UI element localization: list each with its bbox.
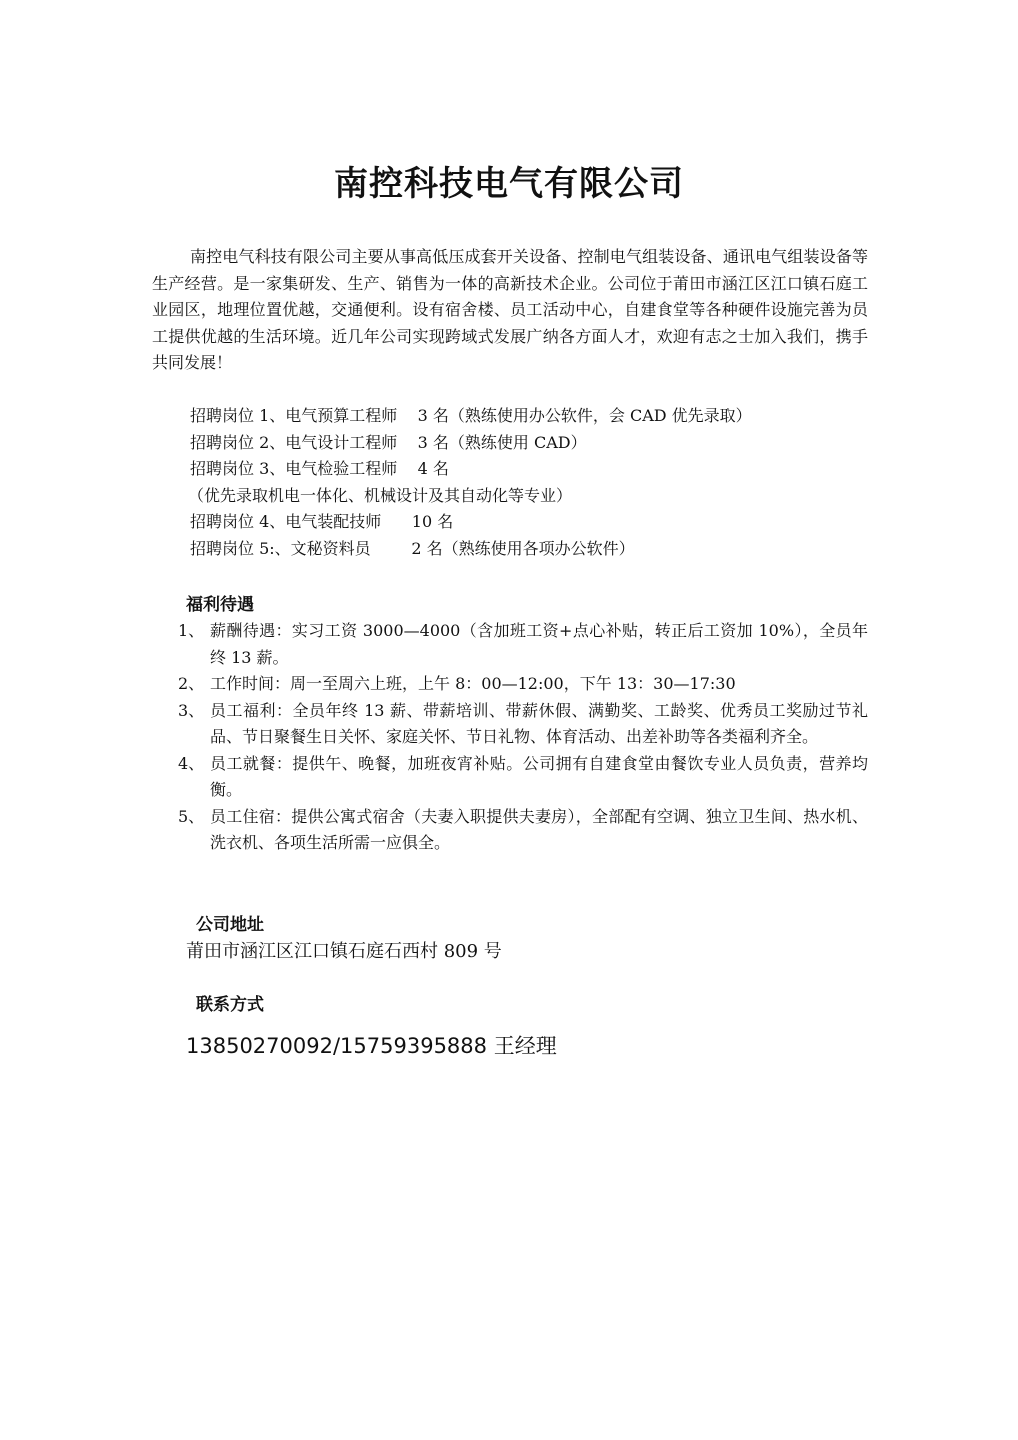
- page-title: 南控科技电气有限公司: [334, 164, 684, 204]
- benefits-list: [178, 618, 868, 857]
- job-note: （优先录取机电一体化、机械设计及其自动化等专业）: [188, 485, 573, 505]
- job-list: [190, 403, 870, 562]
- job-item: 招聘岗位 4、电气装配技师 10 名: [190, 512, 454, 531]
- benefit-item: [178, 671, 868, 698]
- job-item: 招聘岗位 3、电气检验工程师 4 名: [190, 459, 449, 478]
- contact-heading: 联系方式: [196, 995, 264, 1015]
- benefit-number: 5、: [178, 806, 205, 826]
- benefit-text: 员工就餐：提供午、晚餐，加班夜宵补贴。公司拥有自建食堂由餐饮专业人员负责，营养均衡。: [210, 753, 868, 799]
- contact-text: 13850270092/15759395888 王经理: [186, 1034, 557, 1058]
- benefit-text: 薪酬待遇：实习工资 3000—4000（含加班工资+点心补贴，转正后工资加 10%），全员年终 13 薪。: [210, 621, 868, 667]
- benefit-item: [178, 618, 868, 671]
- benefit-item: [178, 698, 868, 751]
- benefit-text: 员工福利：全员年终 13 薪、带薪培训、带薪休假、满勤奖、工龄奖、优秀员工奖励过节礼品、节日聚餐生日关怀、家庭关怀、节日礼物、体育活动、出差补助等各类福利齐全。: [210, 700, 868, 746]
- benefit-item: [178, 751, 868, 804]
- benefit-number: 4、: [178, 753, 205, 773]
- address-heading: 公司地址: [196, 915, 264, 935]
- benefit-text: 员工住宿：提供公寓式宿舍（夫妻入职提供夫妻房），全部配有空调、独立卫生间、热水机、洗衣机、各项生活所需一应俱全。: [210, 806, 868, 852]
- benefit-item: [178, 804, 868, 857]
- job-item: 招聘岗位 1、电气预算工程师 3 名（熟练使用办公软件，会 CAD 优先录取）: [190, 406, 752, 425]
- job-item: 招聘岗位 5:、文秘资料员 2 名（熟练使用各项办公软件）: [190, 538, 635, 558]
- benefit-number: 1、: [178, 621, 205, 640]
- address-text: 莆田市涵江区江口镇石庭石西村 809 号: [186, 941, 502, 962]
- benefit-number: 2、: [178, 674, 205, 693]
- benefit-text: 工作时间：周一至周六上班，上午 8：00—12:00，下午 13：30—17:30: [210, 674, 736, 693]
- job-item: 招聘岗位 2、电气设计工程师 3 名（熟练使用 CAD）: [190, 432, 587, 452]
- company-intro: 南控电气科技有限公司主要从事高低压成套开关设备、控制电气组装设备、通讯电气组装设备等生产经营。是一家集研发、生产、销售为一体的高新技术企业。公司位于莆田市涵江区江口镇石庭工业园区，地理位置优越，交通便利。设有宿舍楼、员工活动中心，自建食堂等各种硬件设施完善为员工提供优越的生活环境。近几年公司实现跨域式发展广纳各方面人才，欢迎有志之士加入我们，携手共同发展！: [152, 247, 868, 372]
- benefits-heading: 福利待遇: [186, 595, 254, 615]
- benefit-number: 3、: [178, 700, 205, 720]
